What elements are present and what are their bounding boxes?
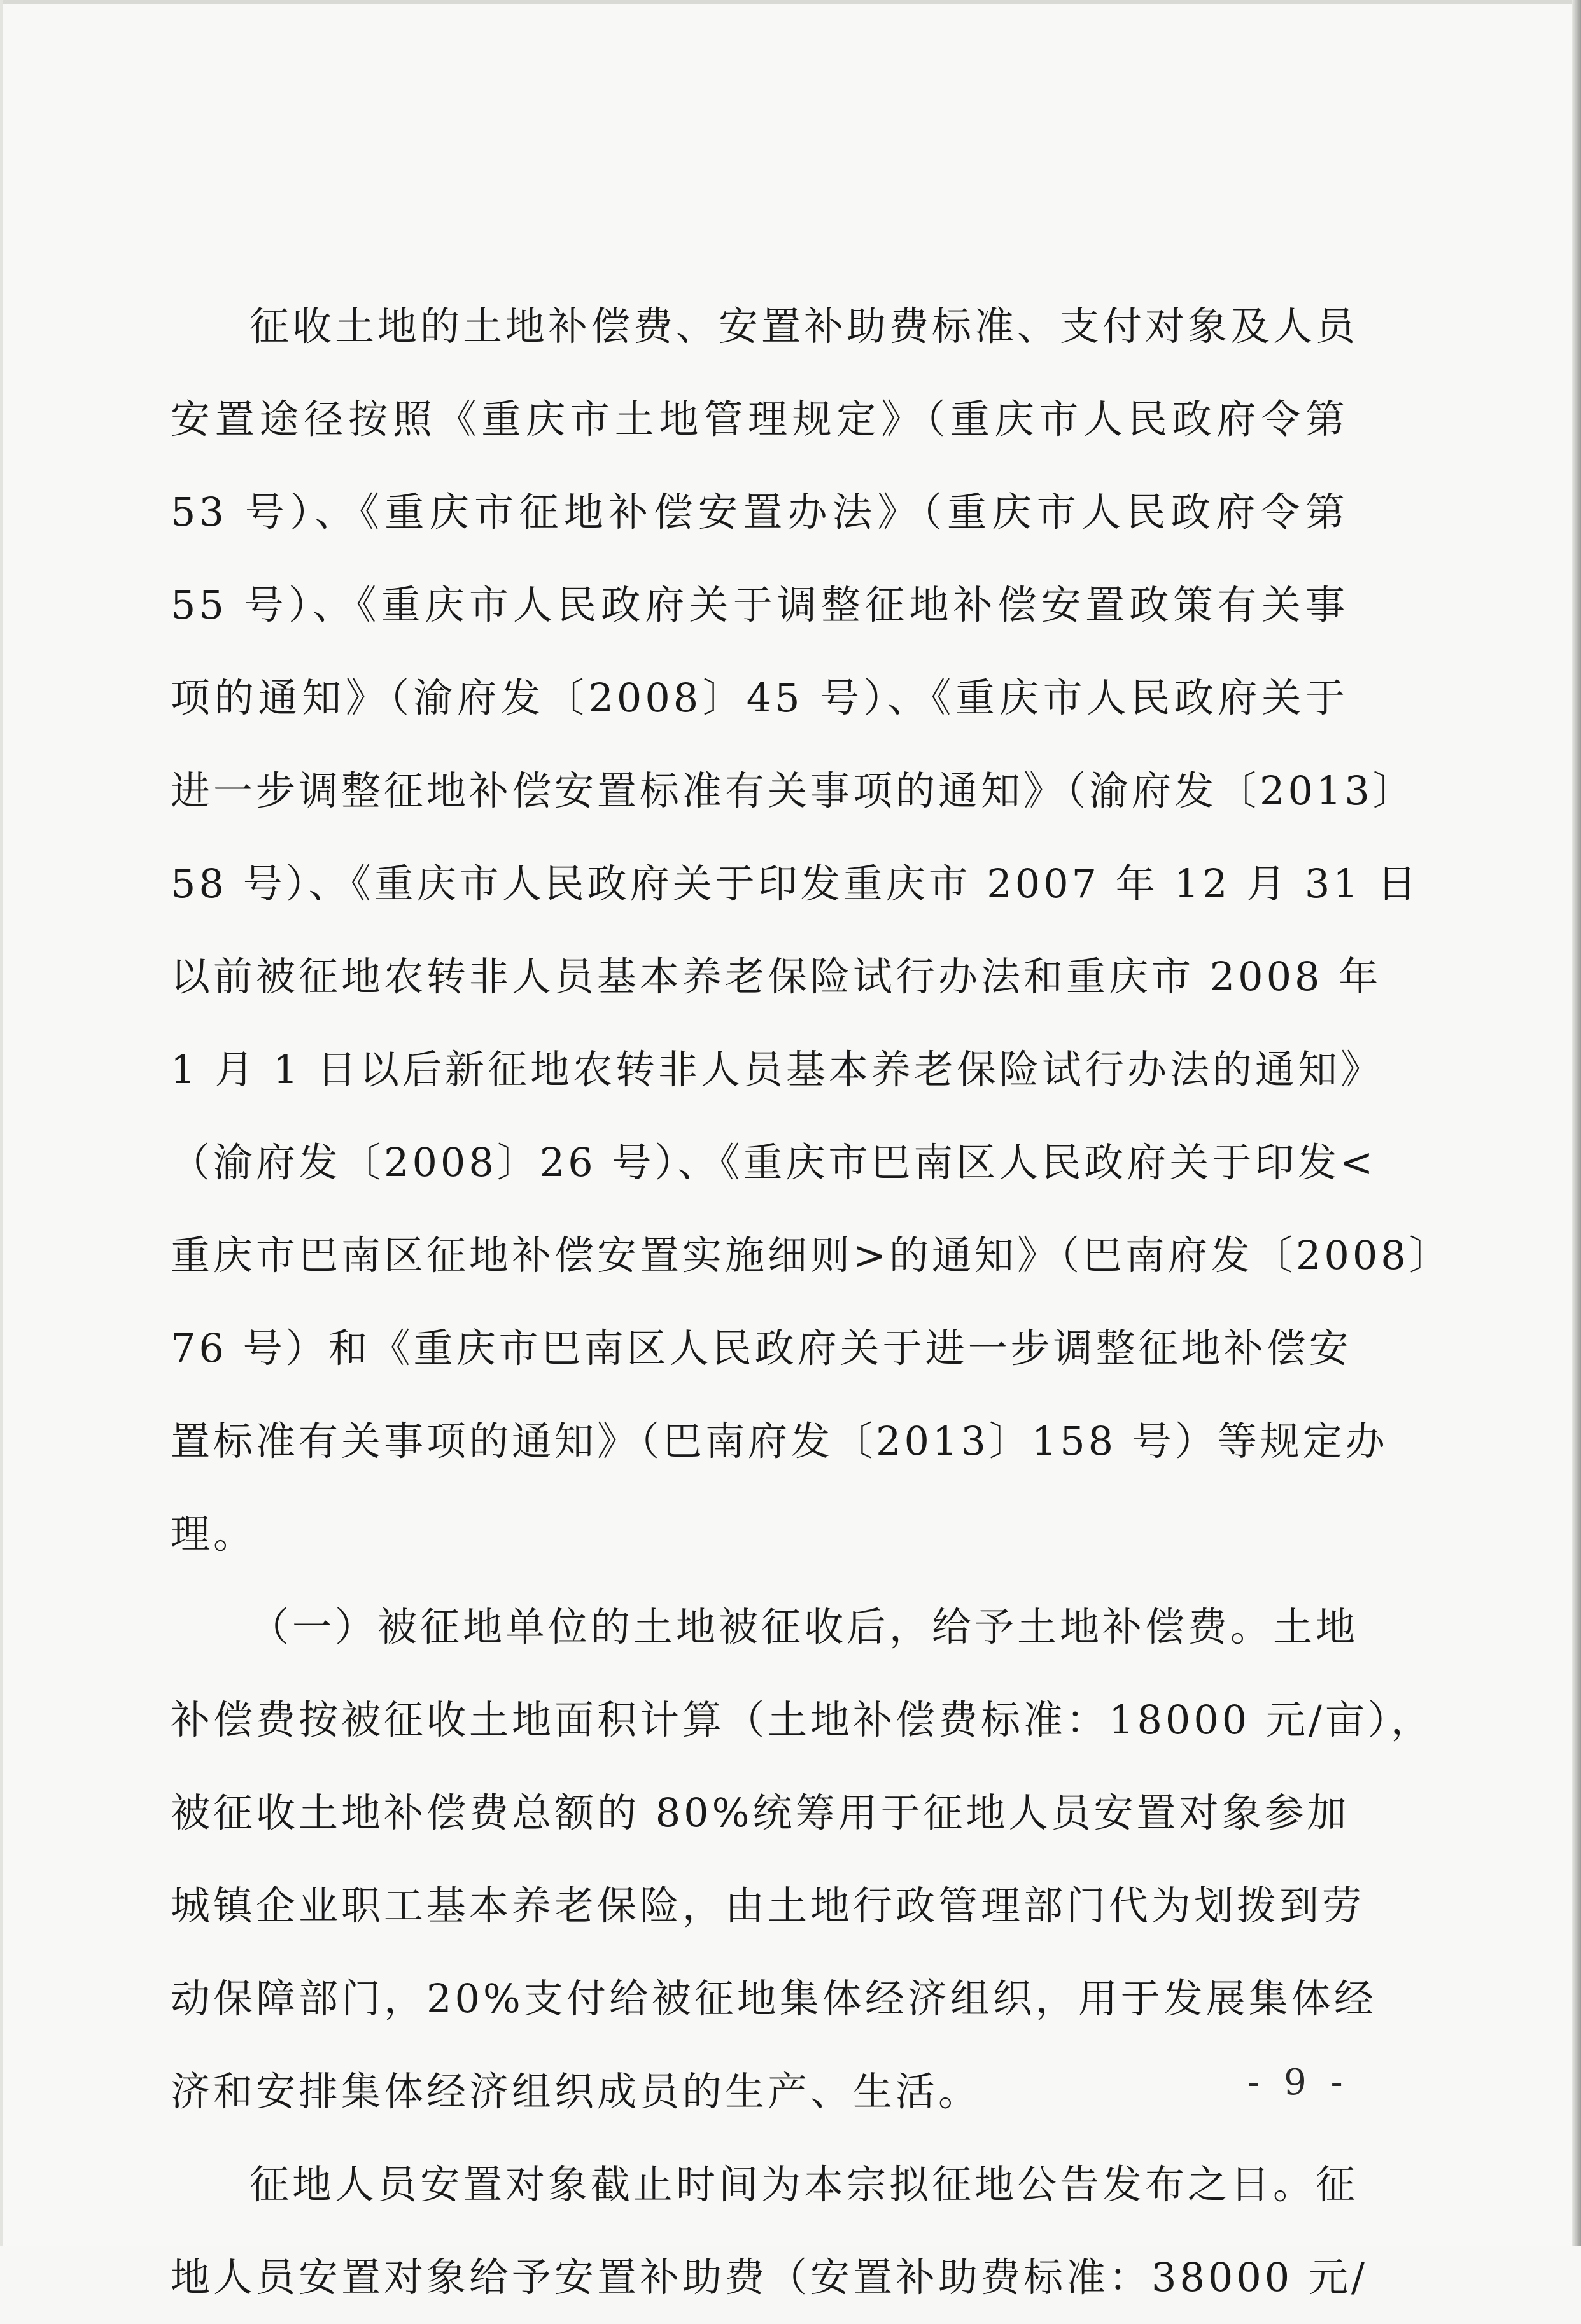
text-line: 重庆市巴南区征地补偿安置实施细则>的通知》（巴南府发〔2008〕 xyxy=(171,1232,1452,1278)
page-number: - 9 - xyxy=(1247,2062,1349,2103)
text-line: 项的通知》（渝府发〔2008〕45 号）、《重庆市人民政府关于 xyxy=(171,675,1348,721)
text-line: 安置途径按照《重庆市土地管理规定》（重庆市人民政府令第 xyxy=(171,396,1348,442)
text-line: （渝府发〔2008〕26 号）、《重庆市巴南区人民政府关于印发< xyxy=(171,1139,1377,1186)
text-line: 53 号）、《重庆市征地补偿安置办法》（重庆市人民政府令第 xyxy=(171,489,1348,535)
scan-edge-left xyxy=(0,0,3,2246)
paragraph-1 xyxy=(171,280,1452,1581)
text-line: 征收土地的土地补偿费、安置补助费标准、支付对象及人员 xyxy=(249,303,1359,349)
text-line: 被征收土地补偿费总额的 80%统筹用于征地人员安置对象参加 xyxy=(171,1789,1350,1836)
text-line: 补偿费按被征收土地面积计算（土地补偿费标准：18000 元/亩）， xyxy=(171,1697,1433,1743)
text-line: 理。 xyxy=(171,1511,256,1557)
text-line: 地人员安置对象给予安置补助费（安置补助费标准：38000 元/ xyxy=(171,2254,1368,2300)
paragraph-3 xyxy=(171,2138,1368,2324)
text-line: 征地人员安置对象截止时间为本宗拟征地公告发布之日。征 xyxy=(249,2161,1359,2208)
text-line: 以前被征地农转非人员基本养老保险试行办法和重庆市 2008 年 xyxy=(171,953,1382,1000)
text-line: 城镇企业职工基本养老保险，由土地行政管理部门代为划拨到劳 xyxy=(171,1882,1365,1929)
scan-edge-top xyxy=(0,0,1581,4)
text-line: 1 月 1 日以后新征地农转非人员基本养老保险试行办法的通知》 xyxy=(171,1046,1384,1093)
paragraph-2 xyxy=(171,1581,1433,2138)
scan-edge-right xyxy=(1572,0,1581,2246)
document-body xyxy=(171,280,1452,2324)
text-line: 76 号）和《重庆市巴南区人民政府关于进一步调整征地补偿安 xyxy=(171,1325,1352,1371)
text-line: 进一步调整征地补偿安置标准有关事项的通知》（渝府发〔2013〕 xyxy=(171,767,1416,814)
text-line: 55 号）、《重庆市人民政府关于调整征地补偿安置政策有关事 xyxy=(171,582,1348,628)
text-line: 置标准有关事项的通知》（巴南府发〔2013〕158 号）等规定办 xyxy=(171,1418,1388,1464)
text-line: 济和安排集体经济组织成员的生产、生活。 xyxy=(171,2068,981,2115)
text-line: 58 号）、《重庆市人民政府关于印发重庆市 2007 年 12 月 31 日 xyxy=(171,860,1420,907)
text-line: （一）被征地单位的土地被征收后，给予土地补偿费。土地 xyxy=(249,1604,1359,1650)
text-line: 动保障部门，20%支付给被征地集体经济组织，用于发展集体经 xyxy=(171,1975,1377,2022)
